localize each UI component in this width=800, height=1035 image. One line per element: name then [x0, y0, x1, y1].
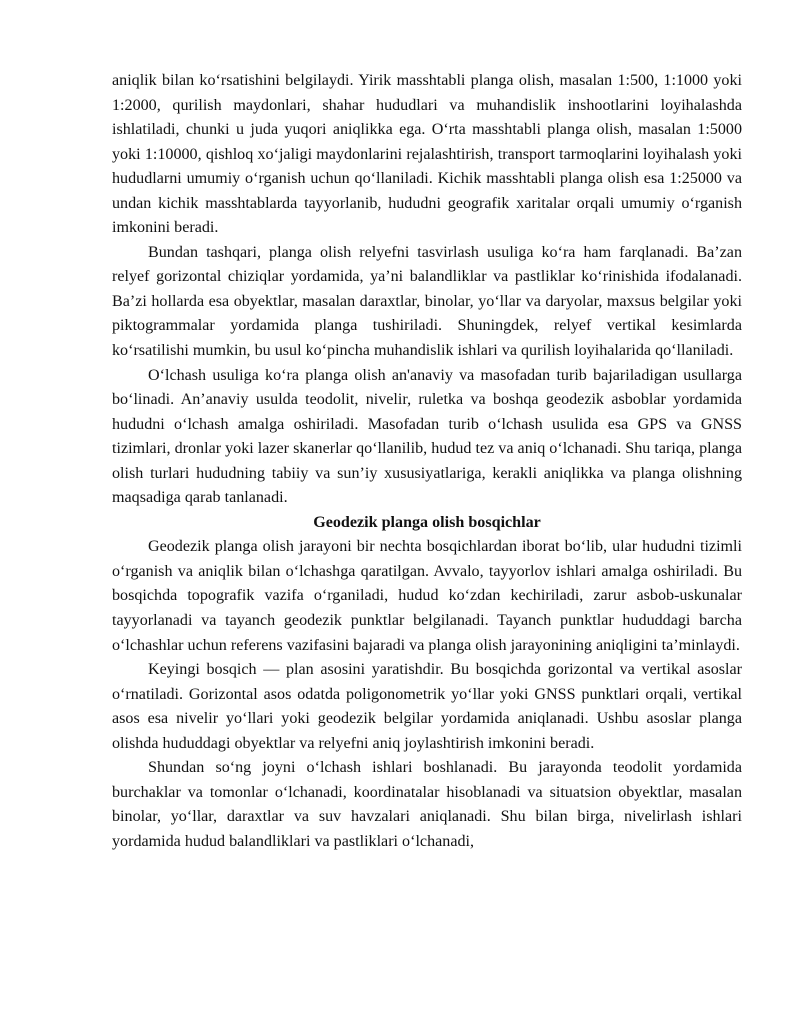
paragraph-plan-basis-stage: Keyingi bosqich — plan asosini yaratishdir. Bu bosqichda gorizontal va vertikal asoslar o‘rnatiladi. Gorizontal asos odatda poligonometrik yo‘llar yoki GNSS punktlari orqali, vertikal asos esa nivelir yo‘llari yoki geodezik belgilar yordamida aniqlanadi. Ushbu asoslar planga olishda hududdagi obyektlar va relyefni aniq joylashtirish imkonini beradi. [112, 661, 742, 752]
paragraph-measurement-methods: O‘lchash usuliga ko‘ra planga olish an'anaviy va masofadan turib bajariladigan usullarga bo‘linadi. An’anaviy usulda teodolit, nivelir, ruletka va boshqa geodezik asboblar yordamida hududni o‘lchash amalga oshiriladi. Masofadan turib o‘lchash usulida esa GPS va GNSS tizimlari, dronlar yoki lazer skanerlar qo‘llanilib, hudud tez va aniq o‘lchanadi. Shu tariqa, planga olish turlari hududning tabiiy va sun’iy xususiyatlariga, kerakli aniqlikka va planga olishning maqsadiga qarab tanlanadi. [112, 366, 742, 507]
paragraph-relief-methods: Bundan tashqari, planga olish relyefni tasvirlash usuliga ko‘ra ham farqlanadi. Ba’zan relyef gorizontal chiziqlar yordamida, ya’ni balandliklar va pastliklar ko‘rinishida ifodalanadi. Ba’zi hollarda esa obyektlar, masalan daraxtlar, binolar, yo‘llar va daryolar, maxsus belgilar yoki piktogrammalar yordamida planga tushiriladi. Shuningdek, relyef vertikal kesimlarda ko‘rsatilishi mumkin, bu usul ko‘pincha muhandislik ishlari va qurilish loyihalarida qo‘llaniladi. [112, 243, 742, 360]
paragraph-field-measurement-stage: Shundan so‘ng joyni o‘lchash ishlari boshlanadi. Bu jarayonda teodolit yordamida burchaklar va tomonlar o‘lchanadi, koordinatalar hisoblanadi va situatsion obyektlar, masalan binolar, yo‘llar, daraxtlar va suv havzalari aniqlanadi. Shu bilan birga, nivelirlash ishlari yordamida hudud balandliklari va pastliklari o‘lchanadi, [112, 759, 742, 850]
paragraph-preparation-stage: Geodezik planga olish jarayoni bir nechta bosqichlardan iborat bo‘lib, ular hududni tizimli o‘rganish va aniqlik bilan o‘lchashga qaratilgan. Avvalo, tayyorlov ishlari amalga oshiriladi. Bu bosqichda topografik vazifa o‘rganiladi, hudud ko‘zdan kechiriladi, zarur asbob-uskunalar tayyorlanadi va tayanch geodezik punktlar belgilanadi. Tayanch punktlar hududdagi barcha o‘lchashlar uchun referens vazifasini bajaradi va planga olish jarayonining aniqligini ta’minlaydi. [112, 538, 742, 654]
paragraph-scale-types: aniqlik bilan ko‘rsatishini belgilaydi. Yirik masshtabli planga olish, masalan 1:500, 1:1000 yoki 1:2000, qurilish maydonlari, shahar hududlari va muhandislik inshootlarini loyihalashda ishlatiladi, chunki u juda yuqori aniqlikka ega. O‘rta masshtabli planga olish, masalan 1:5000 yoki 1:10000, qishloq xo‘jaligi maydonlarini rejalashtirish, transport tarmoqlarini loyihalash yoki hududlarni umumiy o‘rganish uchun qo‘llaniladi. Kichik masshtabli planga olish esa 1:25000 va undan kichik masshtablarda tayyorlanib, hududni geografik xaritalar orqali umumiy o‘rganish imkonini beradi. [112, 72, 742, 237]
document-page [112, 69, 742, 855]
section-heading: Geodezik planga olish bosqichlar [313, 513, 541, 531]
